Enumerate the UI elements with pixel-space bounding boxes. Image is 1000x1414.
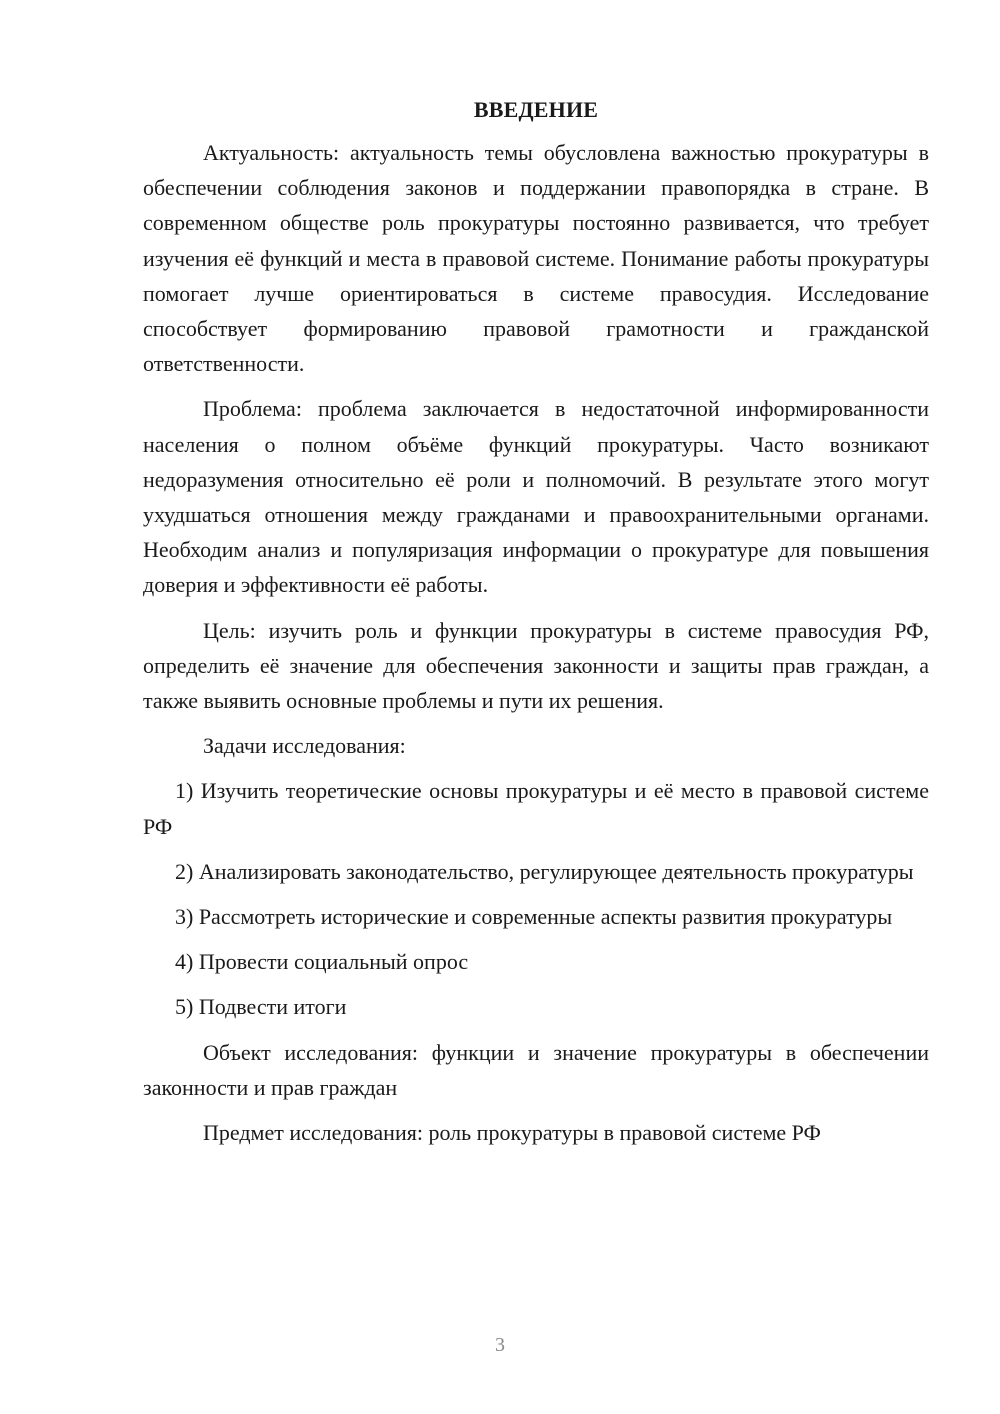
- task-item: 3) Рассмотреть исторические и современные аспекты развития прокуратуры: [175, 904, 893, 930]
- page-number: 3: [495, 1334, 505, 1356]
- paragraph-goal: Цель: изучить роль и функции прокуратуры в системе правосудия РФ, определить её значение для обеспечения законности и защиты прав граждан, а также выявить основные проблемы и пути их решения.: [143, 617, 929, 714]
- task-item: 1) Изучить теоретические основы прокуратуры и её место в правовой системе РФ: [143, 778, 929, 839]
- section-heading: ВВЕДЕНИЕ: [473, 97, 599, 122]
- task-item: 2) Анализировать законодательство, регулирующее деятельность прокуратуры: [175, 858, 914, 884]
- paragraph-object: Объект исследования: функции и значение прокуратуры в обеспечении законности и прав граждан: [143, 1039, 929, 1100]
- paragraph-subject: Предмет исследования: роль прокуратуры в правовой системе РФ: [203, 1120, 821, 1146]
- paragraph-relevance: Актуальность: актуальность темы обусловлена важностью прокуратуры в обеспечении соблюдения законов и поддержании правопорядка в стране. В современном обществе роль прокуратуры постоянно развивается, что требует изучения её функций и места в правовой системе. Понимание работы прокуратуры помогает лучше ориентироваться в системе правосудия. Исследование способствует формированию правовой грамотности и гражданской ответственности.: [143, 140, 929, 377]
- task-item: 5) Подвести итоги: [175, 994, 347, 1020]
- document-page: [143, 95, 929, 1160]
- paragraph-problem: Проблема: проблема заключается в недостаточной информированности населения о полном объёме функций прокуратуры. Часто возникают недоразумения относительно её роли и полномочий. В результате этого могут ухудшаться отношения между гражданами и правоохранительными органами. Необходим анализ и популяризация информации о прокуратуре для повышения доверия и эффективности её работы.: [143, 396, 929, 598]
- tasks-title: Задачи исследования:: [203, 733, 406, 759]
- task-item: 4) Провести социальный опрос: [175, 949, 469, 975]
